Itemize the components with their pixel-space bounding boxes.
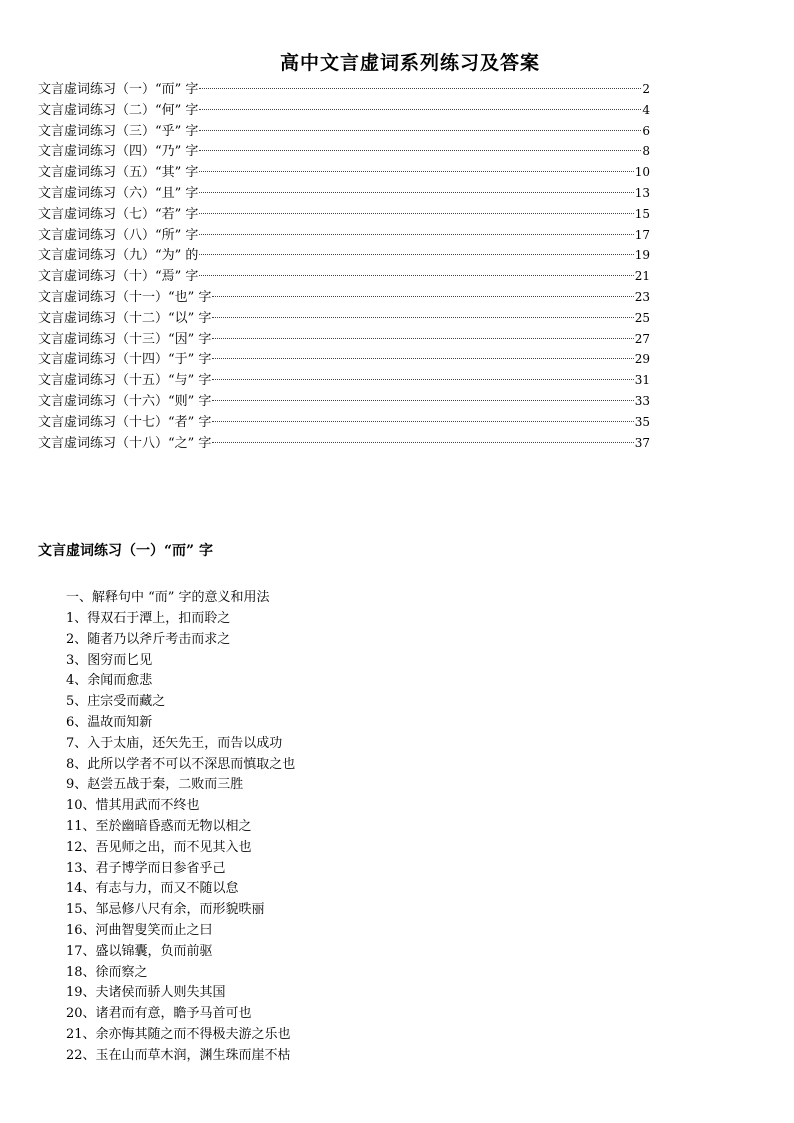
toc-entry-page: 8 <box>642 144 650 159</box>
toc-entry-label: 文言虚词练习（十七）“者” 字 <box>38 414 212 430</box>
toc-dot-leader <box>199 192 633 193</box>
toc-entry-label: 文言虚词练习（十五）“与” 字 <box>38 373 212 389</box>
toc-entry[interactable] <box>38 225 650 246</box>
toc-entry-label: 文言虚词练习（七）“若” 字 <box>38 206 199 222</box>
exercise-list <box>66 609 295 1067</box>
toc-entry[interactable] <box>38 100 650 121</box>
toc-entry[interactable] <box>38 204 650 225</box>
toc-entry-page: 37 <box>634 435 650 450</box>
toc-entry[interactable] <box>38 162 650 183</box>
toc-entry[interactable] <box>38 79 650 100</box>
exercise-item: 22、玉在山而草木润，渊生珠而崖不枯 <box>66 1047 291 1063</box>
toc-entry[interactable] <box>38 391 650 412</box>
toc-dot-leader <box>212 421 633 422</box>
toc-entry-page: 6 <box>642 123 650 138</box>
toc-entry[interactable] <box>38 349 650 370</box>
toc-dot-leader <box>212 296 633 297</box>
exercise-item: 9、赵尝五战于秦，二败而三胜 <box>66 777 244 793</box>
toc-entry-label: 文言虚词练习（三）“乎” 字 <box>38 123 199 139</box>
exercise-item: 19、夫诸侯而骄人则失其国 <box>66 985 226 1001</box>
toc-entry-page: 25 <box>634 310 650 325</box>
toc-entry-label: 文言虚词练习（八）“所” 字 <box>38 227 199 243</box>
exercise-item: 12、吾见师之出，而不见其入也 <box>66 839 252 855</box>
toc-entry[interactable] <box>38 245 650 266</box>
toc-dot-leader <box>199 275 633 276</box>
exercise-item: 4、余闻而愈悲 <box>66 673 153 689</box>
toc-entry-label: 文言虚词练习（二）“何” 字 <box>38 102 199 118</box>
exercise-item: 16、河曲智叟笑而止之曰 <box>66 922 213 938</box>
toc-dot-leader <box>212 400 633 401</box>
document-title: 高中文言虚词系列练习及答案 <box>279 52 540 74</box>
section-heading: 文言虚词练习（一）“而” 字 <box>38 543 213 559</box>
exercise-item: 1、得双石于潭上，扣而聆之 <box>66 611 231 626</box>
exercise-item: 2、随者乃以斧斤考击而求之 <box>66 631 231 647</box>
toc-entry[interactable] <box>38 308 650 329</box>
toc-dot-leader <box>199 254 633 255</box>
toc-dot-leader <box>212 317 633 318</box>
toc-entry-label: 文言虚词练习（四）“乃” 字 <box>38 144 199 160</box>
toc-dot-leader <box>199 150 641 151</box>
exercise-item: 8、此所以学者不可以不深思而慎取之也 <box>66 756 296 772</box>
toc-entry-page: 13 <box>634 185 650 200</box>
toc-entry-page: 33 <box>634 393 650 408</box>
toc-entry-label: 文言虚词练习（十四）“于” 字 <box>38 352 212 368</box>
toc-entry[interactable] <box>38 433 650 454</box>
toc-entry-label: 文言虚词练习（十三）“因” 字 <box>38 331 212 347</box>
toc-entry-page: 23 <box>634 289 650 304</box>
toc-entry-label: 文言虚词练习（十八）“之” 字 <box>38 435 212 451</box>
toc-entry-label: 文言虚词练习（五）“其” 字 <box>38 165 199 181</box>
toc-dot-leader <box>212 358 633 359</box>
toc-entry[interactable] <box>38 121 650 142</box>
toc-entry-label: 文言虚词练习（十一）“也” 字 <box>38 289 212 305</box>
toc-entry-label: 文言虚词练习（六）“且” 字 <box>38 185 199 201</box>
toc-entry-page: 17 <box>634 227 650 242</box>
toc-dot-leader <box>199 109 641 110</box>
exercise-item: 13、君子博学而日参省乎己 <box>66 860 226 876</box>
exercise-item: 17、盛以锦囊，负而前驱 <box>66 943 213 959</box>
exercise-item: 6、温故而知新 <box>66 714 153 730</box>
toc-entry-page: 2 <box>642 82 650 96</box>
toc-entry-page: 10 <box>634 165 650 180</box>
toc-dot-leader <box>199 234 633 235</box>
exercise-item: 7、入于太庙，还矢先王，而告以成功 <box>66 735 283 751</box>
toc-dot-leader <box>199 88 641 89</box>
toc-entry-page: 27 <box>634 331 650 346</box>
toc-entry-label: 文言虚词练习（十六）“则” 字 <box>38 393 212 409</box>
toc-entry-page: 31 <box>634 373 650 388</box>
toc-entry-page: 19 <box>634 248 650 263</box>
exercise-item: 3、图穷而匕见 <box>66 652 153 668</box>
exercise-item: 15、邹忌修八尺有余，而形貌昳丽 <box>66 902 265 918</box>
table-of-contents <box>38 79 650 453</box>
exercise-item: 21、余亦悔其随之而不得极夫游之乐也 <box>66 1026 291 1042</box>
exercise-item: 20、诸君而有意，瞻予马首可也 <box>66 1006 252 1022</box>
exercise-item: 11、至於幽暗昏惑而无物以相之 <box>66 818 252 834</box>
toc-entry[interactable] <box>38 329 650 350</box>
toc-entry[interactable] <box>38 141 650 162</box>
exercise-item: 18、徐而察之 <box>66 964 148 980</box>
exercise-item: 5、庄宗受而藏之 <box>66 694 166 710</box>
toc-dot-leader <box>212 442 633 443</box>
toc-entry[interactable] <box>38 183 650 204</box>
toc-entry[interactable] <box>38 370 650 391</box>
toc-dot-leader <box>199 171 633 172</box>
toc-dot-leader <box>212 379 633 380</box>
exercise-instruction: 一、解释句中 “而” 字的意义和用法 <box>66 590 270 605</box>
toc-entry-page: 35 <box>634 414 650 429</box>
toc-dot-leader <box>199 213 633 214</box>
toc-entry[interactable] <box>38 266 650 287</box>
toc-entry[interactable] <box>38 412 650 433</box>
exercise-item: 14、有志与力，而又不随以怠 <box>66 881 239 897</box>
toc-entry-page: 29 <box>634 352 650 367</box>
toc-entry-label: 文言虚词练习（十二）“以” 字 <box>38 310 212 326</box>
toc-dot-leader <box>199 130 641 131</box>
toc-entry-label: 文言虚词练习（十）“焉” 字 <box>38 269 199 285</box>
toc-entry-label: 文言虚词练习（一）“而” 字 <box>38 82 199 97</box>
exercise-item: 10、惜其用武而不终也 <box>66 798 200 814</box>
toc-entry-label: 文言虚词练习（九）“为” 的 <box>38 248 199 264</box>
toc-entry-page: 4 <box>642 102 650 117</box>
toc-entry-page: 15 <box>634 206 650 221</box>
toc-dot-leader <box>212 338 633 339</box>
toc-entry[interactable] <box>38 287 650 308</box>
toc-entry-page: 21 <box>634 269 650 284</box>
